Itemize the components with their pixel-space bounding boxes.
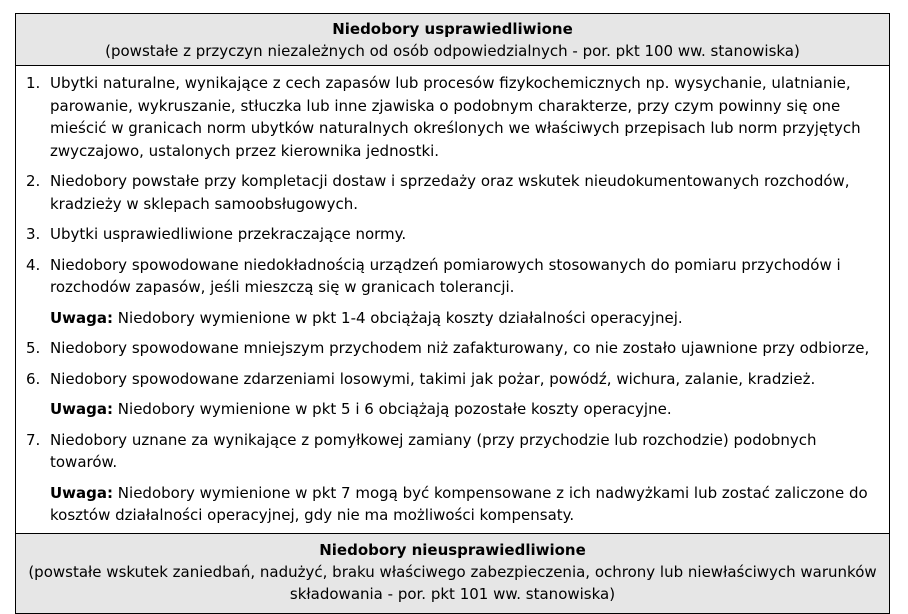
list-item [26,72,881,162]
list-item [26,368,881,391]
item-text: Niedobory uznane za wynikające z pomyłkowej zamiany (przy przychodzie lub rozchodzie) podobnych towarów. [50,430,817,471]
note [50,482,881,527]
note-label: Uwaga: [50,400,114,418]
item-number: 4. [26,255,41,274]
justified-subtitle: (powstałe z przyczyn niezależnych od osób odpowiedzialnych - por. pkt 100 ww. stanowiska) [105,42,800,60]
item-text: Niedobory spowodowane niedokładnością urządzeń pomiarowych stosowanych do pomiaru przychodów i rozchodów zapasów, jeśli mieszczą się w granicach tolerancji. [50,255,841,296]
note-label: Uwaga: [50,483,114,502]
item-text: Niedobory spowodowane mniejszym przychodem niż zafakturowany, co nie zostało ujawnione przy odbiorze, [50,339,870,357]
item-number: 3. [26,225,41,243]
note [50,398,881,421]
list-item [26,254,881,299]
justified-header [16,14,889,66]
justified-title: Niedobory usprawiedliwione [332,20,573,38]
note-text: Niedobory wymienione w pkt 7 mogą być kompensowane z ich nadwyżkami lub zostać zaliczone do kosztów działalności operacyjnej, gdy nie ma możliwości kompensaty. [50,483,868,524]
list-item [26,170,881,215]
item-text: Ubytki naturalne, wynikające z cech zapasów lub procesów fizykochemicznych np. wysychanie, ulatnianie, parowanie, wykruszanie, stłuczka lub inne zjawiska o podobnym charakterze, przy czym powinny się one mieścić w granicach norm ubytków naturalnych określonych we właściwych przepisach lub norm przyjętych zwyczajowo, ustalonych przez kierownika jednostki. [50,74,861,160]
item-number: 7. [26,430,41,449]
list-item [26,429,881,474]
unjustified-header [16,534,889,614]
item-number: 5. [26,339,41,357]
unjustified-title: Niedobory nieusprawiedliwione [319,540,586,559]
item-number: 6. [26,369,41,388]
justified-list [16,66,889,534]
item-text: Ubytki usprawiedliwione przekraczające normy. [50,225,407,243]
unjustified-subtitle: (powstałe wskutek zaniedbań, nadużyć, braku właściwego zabezpieczenia, ochrony lub niewłaściwych warunków składowania - por. pkt 101 ww. stanowiska) [28,562,877,603]
item-number: 1. [26,74,41,92]
note-text: Niedobory wymienione w pkt 5 i 6 obciążają pozostałe koszty operacyjne. [113,400,672,418]
list-item [26,337,881,360]
note [50,307,881,330]
note-label: Uwaga: [50,308,114,327]
item-number: 2. [26,172,41,190]
item-text: Niedobory powstałe przy kompletacji dostaw i sprzedaży oraz wskutek nieudokumentowanych rozchodów, kradzieży w sklepach samoobsługowych. [50,172,850,213]
list-item [26,223,881,246]
note-text: Niedobory wymienione w pkt 1-4 obciążają koszty działalności operacyjnej. [113,308,683,327]
item-text: Niedobory spowodowane zdarzeniami losowymi, takimi jak pożar, powódź, wichura, zalanie, kradzież. [50,369,816,388]
shortages-table [15,13,890,614]
